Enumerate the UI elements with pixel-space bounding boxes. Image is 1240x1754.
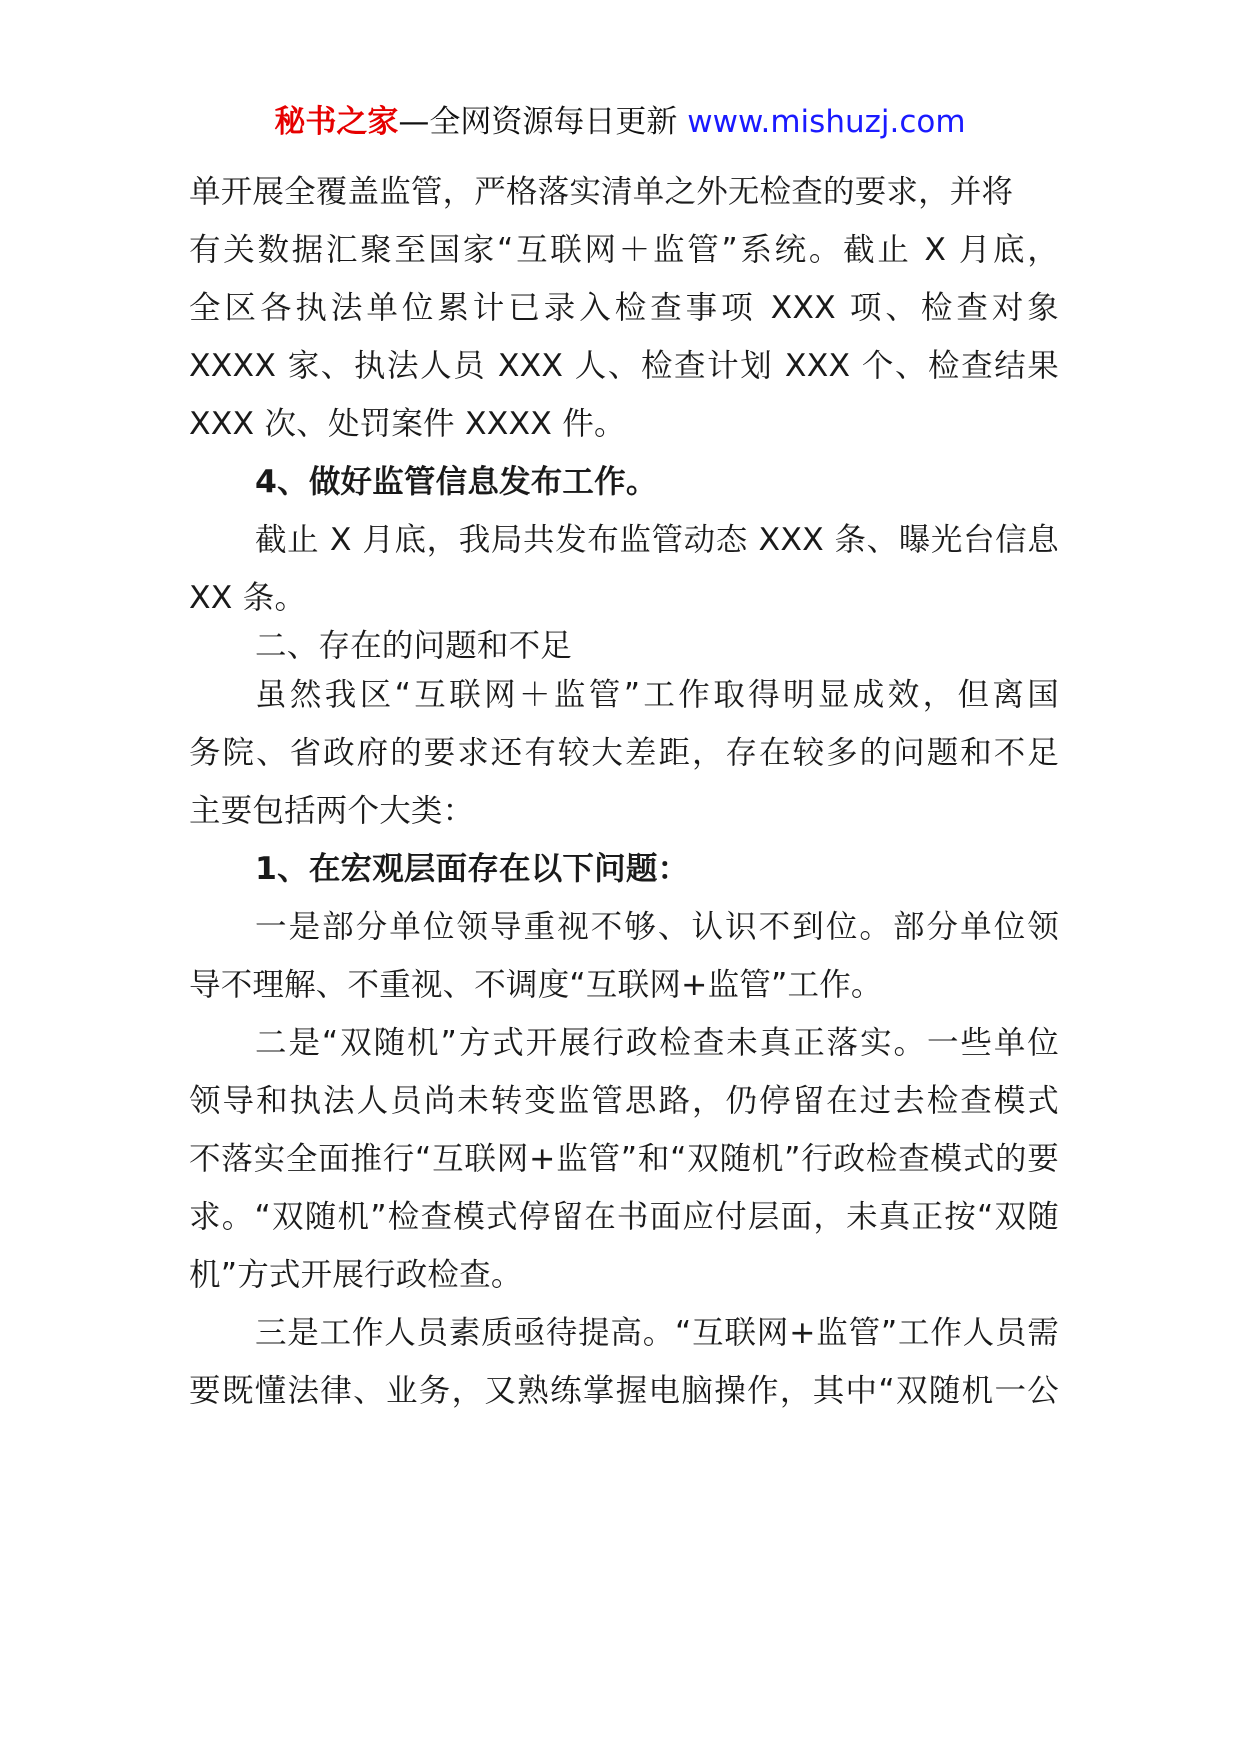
paragraph-line: 有关数据汇聚至国家“互联网＋监管”系统。截止 X 月底， <box>189 232 1059 268</box>
paragraph-line: 二是“双随机”方式开展行政检查未真正落实。一些单位 <box>255 1025 1059 1061</box>
paragraph-line: XX 条。 <box>189 580 307 616</box>
paragraph-line: 务院、省政府的要求还有较大差距，存在较多的问题和不足 <box>189 735 1059 771</box>
paragraph-line: 求。“双随机”检查模式停留在书面应付层面，未真正按“双随 <box>189 1199 1059 1235</box>
header-tagline: —全网资源每日更新 <box>398 104 678 140</box>
paragraph-line: 全区各执法单位累计已录入检查事项 XXX 项、检查对象 <box>189 290 1059 326</box>
paragraph-line: 单开展全覆盖监管，严格落实清单之外无检查的要求，并将 <box>189 174 1014 210</box>
brand-name: 秘书之家 <box>274 104 399 140</box>
section-heading: 1、在宏观层面存在以下问题： <box>255 851 690 887</box>
paragraph-line: 主要包括两个大类： <box>189 793 475 829</box>
paragraph-line: XXX 次、处罚案件 XXXX 件。 <box>189 406 626 442</box>
section-heading: 4、做好监管信息发布工作。 <box>255 464 658 500</box>
header-url[interactable]: www.mishuzj.com <box>687 104 966 140</box>
paragraph-line: 截止 X 月底，我局共发布监管动态 XXX 条、曝光台信息 <box>255 522 1059 558</box>
paragraph-line: 领导和执法人员尚未转变监管思路，仍停留在过去检查模式 <box>189 1083 1059 1119</box>
paragraph-line: 三是工作人员素质亟待提高。“互联网+监管”工作人员需 <box>255 1315 1059 1351</box>
paragraph-line: 要既懂法律、业务，又熟练掌握电脑操作，其中“双随机一公 <box>189 1373 1059 1409</box>
paragraph-line: 虽然我区“互联网＋监管”工作取得明显成效，但离国 <box>255 677 1059 713</box>
paragraph-line: 不落实全面推行“互联网+监管”和“双随机”行政检查模式的要 <box>189 1141 1059 1177</box>
paragraph-line: 机”方式开展行政检查。 <box>189 1257 523 1293</box>
section-heading: 二、存在的问题和不足 <box>255 628 573 664</box>
paragraph-line: XXXX 家、执法人员 XXX 人、检查计划 XXX 个、检查结果 <box>189 348 1059 384</box>
paragraph-line: 导不理解、不重视、不调度“互联网+监管”工作。 <box>189 967 883 1003</box>
page-header <box>0 100 1240 144</box>
paragraph-line: 一是部分单位领导重视不够、认识不到位。部分单位领 <box>255 909 1059 945</box>
